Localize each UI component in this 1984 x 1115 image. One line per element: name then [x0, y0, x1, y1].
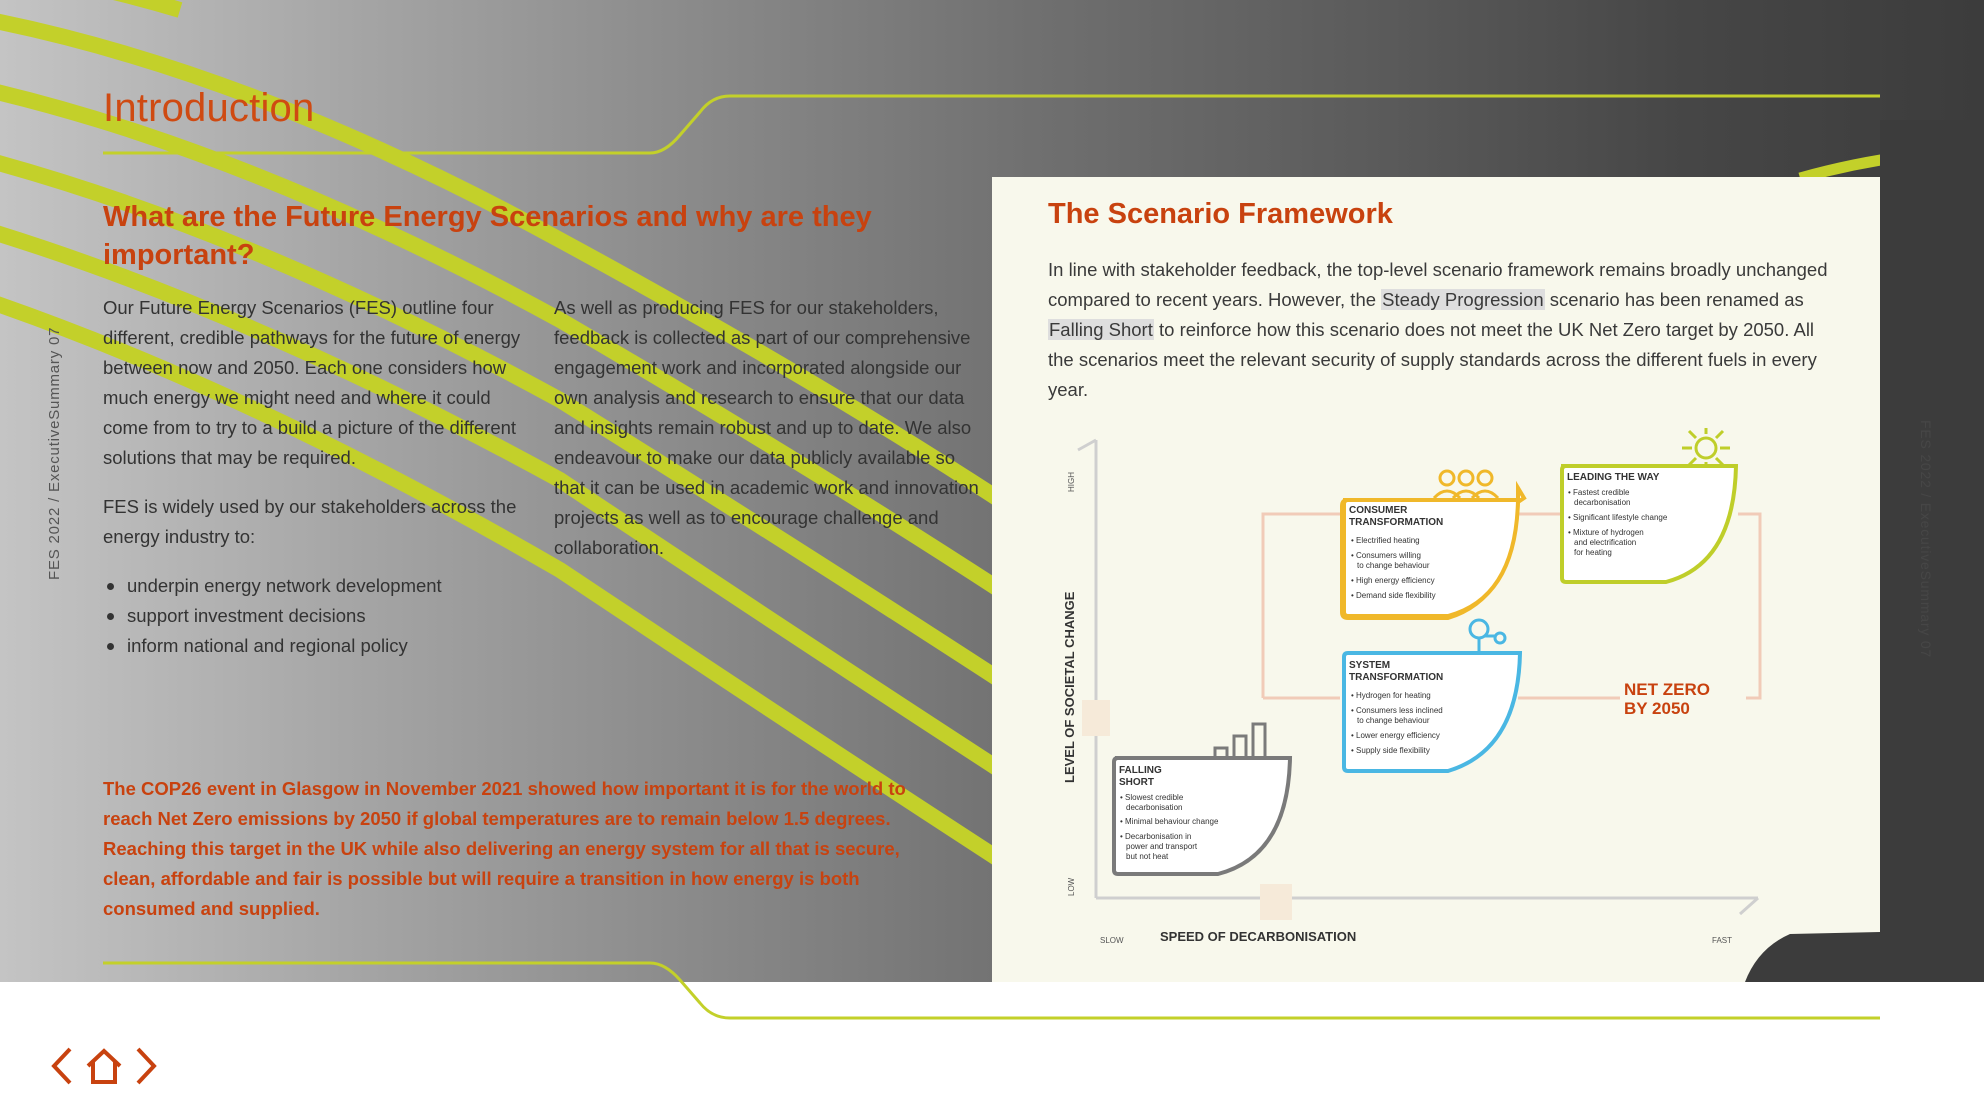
- x-axis-arrow: [1740, 898, 1758, 914]
- falling-title-2: SHORT: [1119, 777, 1154, 788]
- framework-text-part: In line with stakeholder feedback, the top-level scenario framework remains broadly unchanged compared to recent years. However, the: [1048, 259, 1828, 310]
- net-zero-line1: NET ZERO: [1624, 680, 1710, 699]
- list-item: • Demand side flexibility: [1351, 591, 1436, 600]
- framework-text-part: to reinforce how this scenario does not meet the UK Net Zero target by 2050. All the scenarios meet the relevant security of supply standards across the different fuels in every year.: [1048, 319, 1817, 400]
- connector-top: [1263, 514, 1340, 698]
- consumer-title-2: TRANSFORMATION: [1349, 517, 1444, 528]
- scenario-system-transformation: [1344, 620, 1520, 771]
- scenario-consumer-transformation: [1342, 471, 1524, 618]
- page-side-label-right: FES 2022 / ExecutiveSummary 07: [1918, 420, 1934, 658]
- list-item: • Decarbonisation in: [1120, 832, 1192, 841]
- falling-title-1: FALLING: [1119, 765, 1162, 776]
- consumer-title-1: CONSUMER: [1349, 505, 1408, 516]
- list-item: • Consumers less inclined: [1351, 706, 1443, 715]
- framework-text-part: scenario has been renamed as: [1544, 289, 1804, 310]
- list-item-cont: to change behaviour: [1357, 561, 1430, 570]
- scenario-leading-the-way: [1561, 428, 1736, 582]
- scenario-framework-diagram: [1048, 428, 1828, 958]
- x-axis-fast-label: FAST: [1712, 936, 1733, 945]
- x-axis-tick-box: [1260, 884, 1292, 920]
- list-item: • Minimal behaviour change: [1120, 817, 1219, 826]
- left-column-2: [554, 293, 984, 563]
- y-axis-low-label: LOW: [1067, 877, 1076, 896]
- system-title-1: SYSTEM: [1349, 660, 1391, 671]
- list-item-cont: but not heat: [1126, 852, 1169, 861]
- connector-right: [1738, 514, 1760, 698]
- bullet-item: [103, 631, 523, 661]
- page-side-label: FES 2022 / ExecutiveSummary 07: [46, 326, 63, 580]
- bullet-text: inform national and regional policy: [127, 635, 408, 656]
- home-icon[interactable]: [84, 1046, 124, 1086]
- list-item-cont: to change behaviour: [1357, 716, 1430, 725]
- scenario-falling-short: [1114, 724, 1290, 874]
- y-axis-tick-box: [1082, 700, 1110, 736]
- list-item-cont: decarbonisation: [1574, 498, 1631, 507]
- framework-intro-text: [1048, 255, 1828, 405]
- framework-title: The Scenario Framework: [1048, 198, 1393, 230]
- bullet-dot-icon: [107, 583, 114, 590]
- highlight-falling-short: Falling Short: [1049, 319, 1153, 340]
- list-item: • Lower energy efficiency: [1351, 731, 1440, 740]
- leading-title: LEADING THE WAY: [1567, 472, 1660, 483]
- net-zero-line2: BY 2050: [1624, 699, 1690, 718]
- col2-paragraph-1: As well as producing FES for our stakeholders, feedback is collected as part of our comprehensive engagement work and incorporated alongside our own analysis and research to ensure that our data and insights remain robust and up to date. We also endeavour to make our data publicly available so that it can be used in academic work and innovation projects as well as to encourage challenge and collaboration.: [554, 297, 979, 558]
- bullet-text: support investment decisions: [127, 605, 366, 626]
- usage-bullet-list: [103, 571, 523, 661]
- list-item-cont: decarbonisation: [1126, 803, 1183, 812]
- chevron-right-icon[interactable]: [132, 1046, 160, 1086]
- list-item: • Mixture of hydrogen: [1568, 528, 1644, 537]
- highlight-steady-progression: Steady Progression: [1382, 289, 1544, 310]
- bullet-text: underpin energy network development: [127, 575, 442, 596]
- list-item: • Hydrogen for heating: [1351, 691, 1431, 700]
- section-title: Introduction: [103, 86, 315, 130]
- x-axis-label: SPEED OF DECARBONISATION: [1160, 929, 1357, 944]
- left-heading: What are the Future Energy Scenarios and why are they important?: [103, 201, 872, 271]
- list-item-cont: for heating: [1574, 548, 1612, 557]
- left-column-1: [103, 293, 523, 661]
- bullet-dot-icon: [107, 643, 114, 650]
- list-item: • Slowest credible: [1120, 793, 1184, 802]
- y-axis-high-label: HIGH: [1067, 472, 1076, 492]
- bullet-dot-icon: [107, 613, 114, 620]
- stripe-6: [60, 0, 180, 10]
- y-axis-label: LEVEL OF SOCIETAL CHANGE: [1062, 591, 1077, 783]
- chevron-left-icon[interactable]: [48, 1046, 76, 1086]
- list-item: • Electrified heating: [1351, 536, 1420, 545]
- list-item-cont: and electrification: [1574, 538, 1637, 547]
- y-axis-arrow: [1078, 440, 1096, 450]
- bullet-item: [103, 601, 523, 631]
- scenario-cup-leading: [1561, 466, 1736, 582]
- list-item: • Consumers willing: [1351, 551, 1421, 560]
- list-item: • Supply side flexibility: [1351, 746, 1430, 755]
- list-item: • Significant lifestyle change: [1568, 513, 1668, 522]
- cop26-callout: The COP26 event in Glasgow in November 2021 showed how important it is for the world to reach Net Zero emissions by 2050 if global temperatures are to remain below 1.5 degrees. Reaching this target in the UK while also delivering an energy system for all that is secure, clean, affordable and fair is possible but will require a transition in how energy is both consumed and supplied.: [103, 778, 906, 919]
- col1-paragraph-2: FES is widely used by our stakeholders across the energy industry to:: [103, 496, 517, 547]
- list-item: • High energy efficiency: [1351, 576, 1435, 585]
- bullet-item: [103, 571, 523, 601]
- col1-paragraph-1: Our Future Energy Scenarios (FES) outline four different, credible pathways for the future of energy between now and 2050. Each one considers how much energy we might need and where it could come from to try to a build a picture of the different solutions that may be required.: [103, 297, 521, 468]
- list-item-cont: power and transport: [1126, 842, 1198, 851]
- list-item: • Fastest credible: [1568, 488, 1630, 497]
- people-icon: [1434, 471, 1498, 498]
- system-title-2: TRANSFORMATION: [1349, 672, 1444, 683]
- x-axis-slow-label: SLOW: [1100, 936, 1124, 945]
